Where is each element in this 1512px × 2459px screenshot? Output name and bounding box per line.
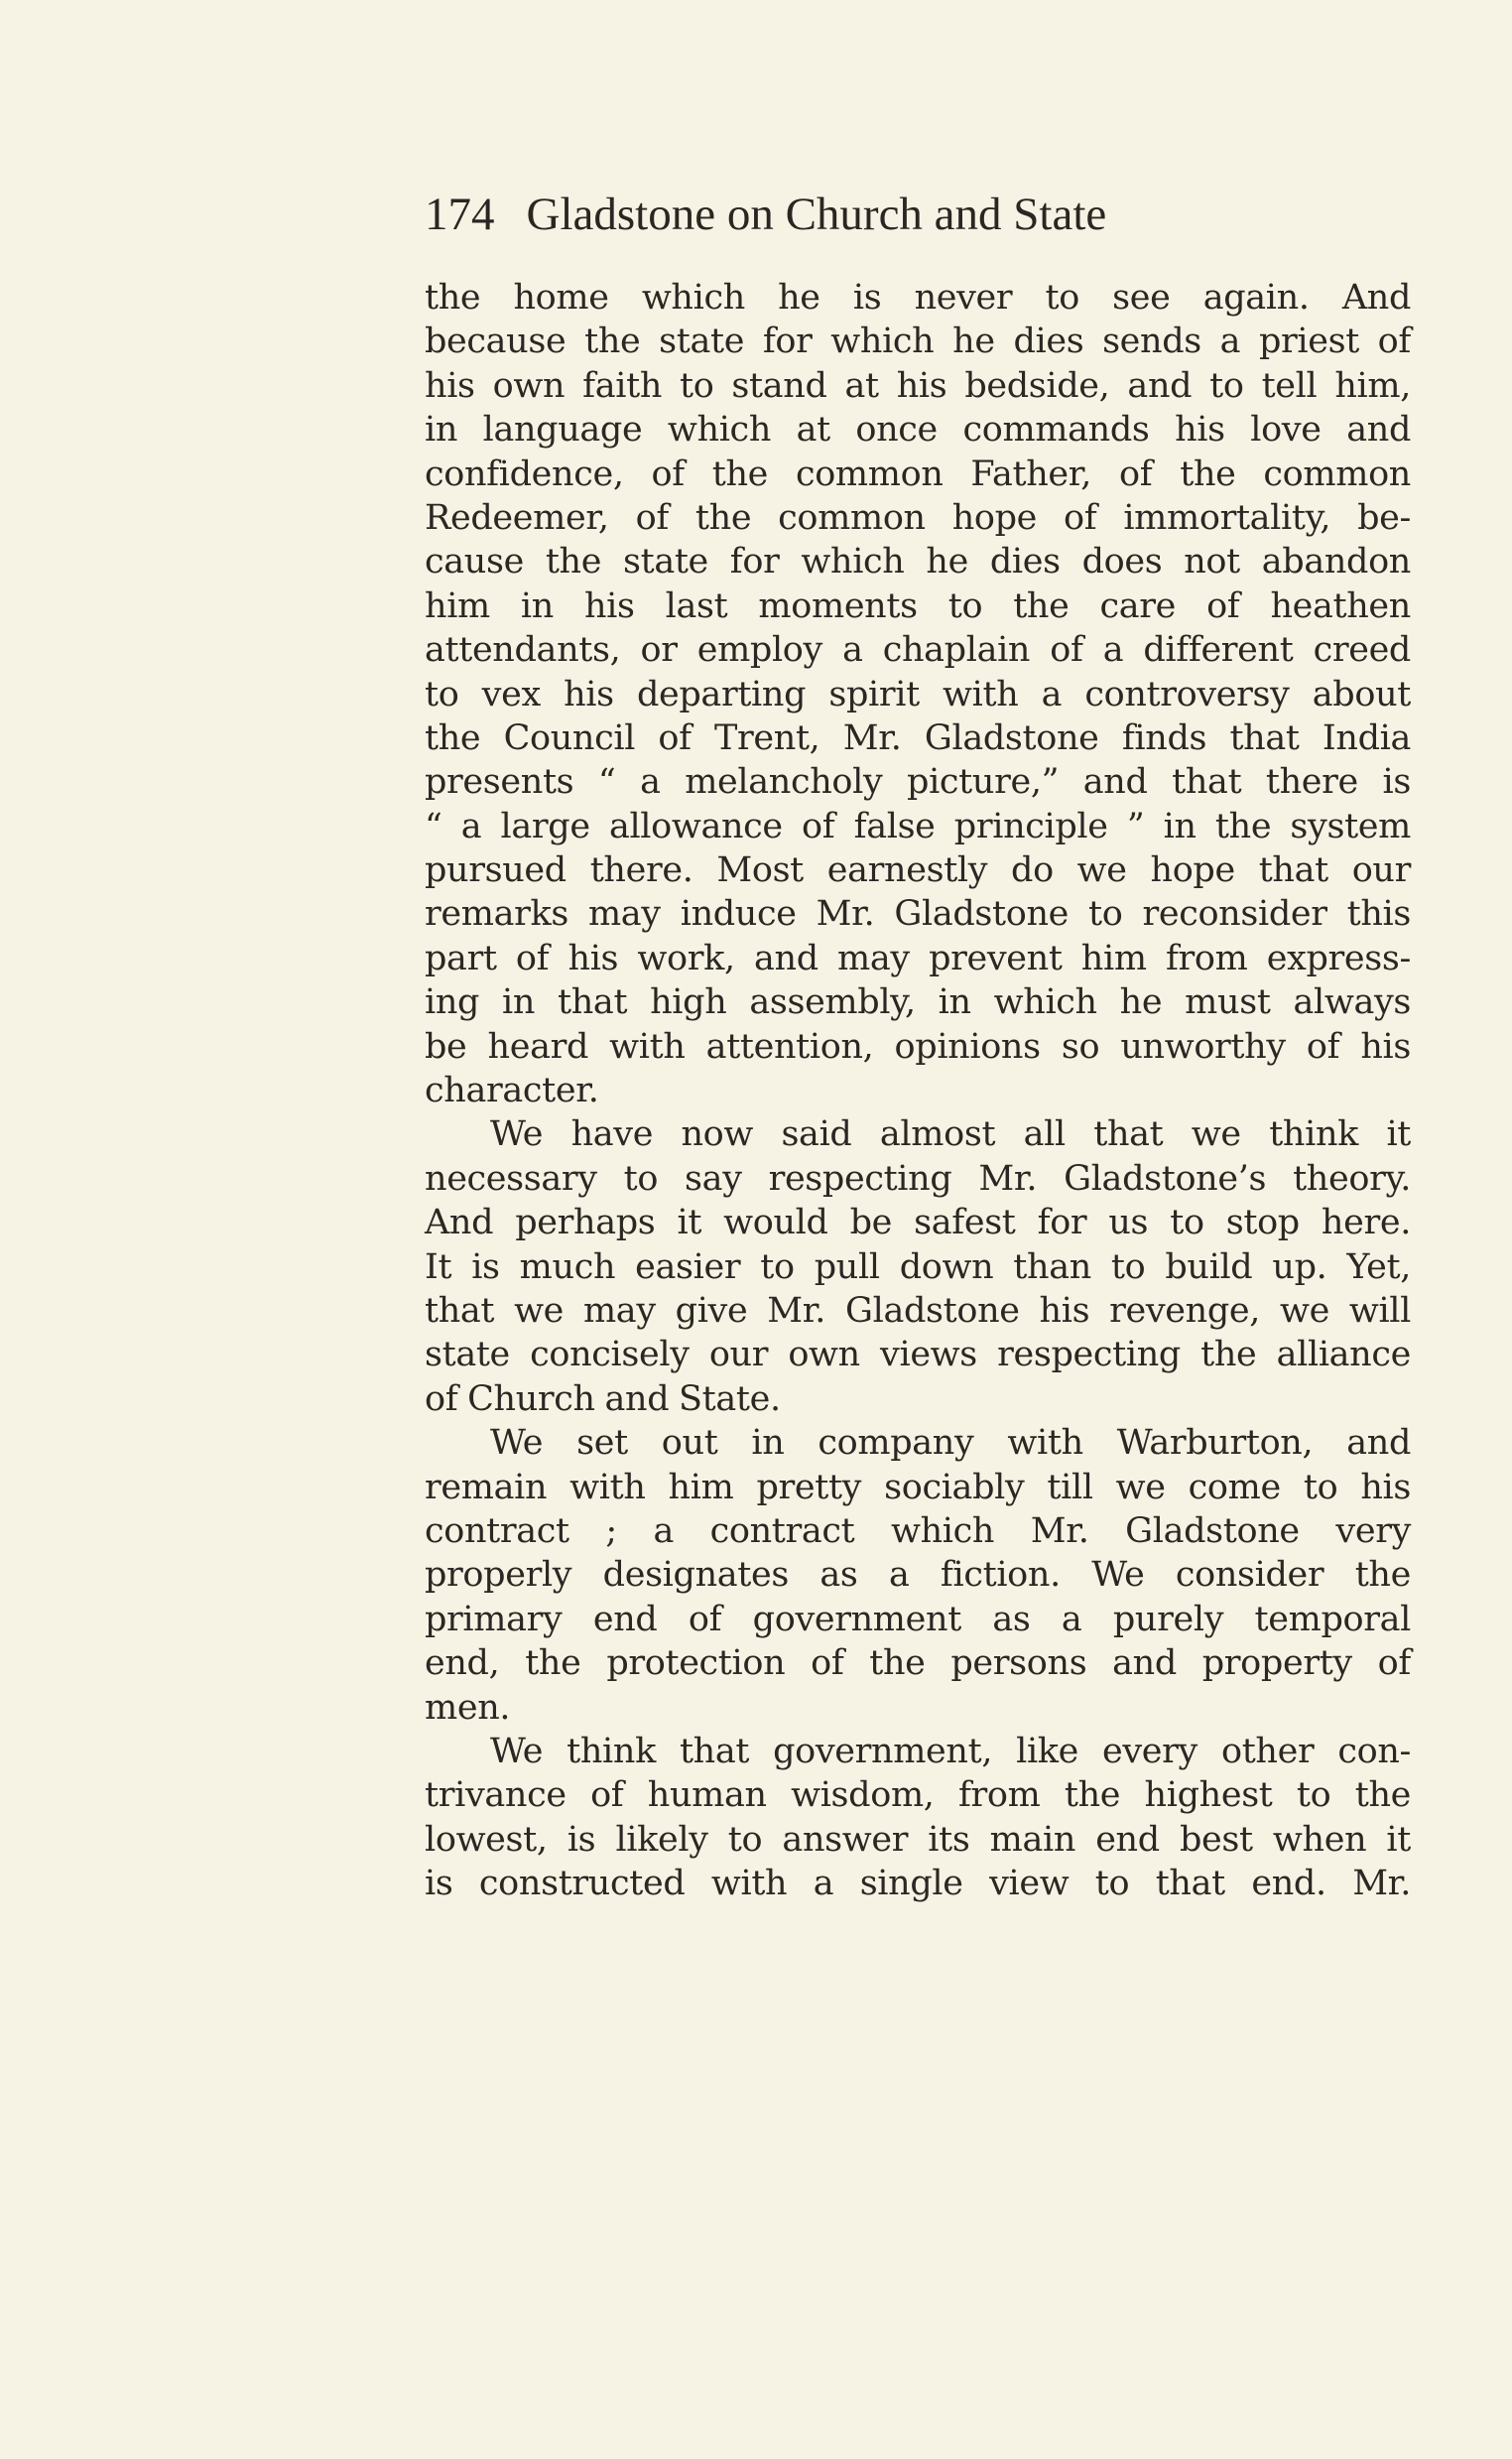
text-line: It is much easier to pull down than to build up. Yet, <box>425 1246 1411 1287</box>
paragraph-first-line: We have now said almost all that we think it <box>490 1114 1411 1155</box>
text-line: character. <box>425 1071 599 1111</box>
text-line: the home which he is never to see again. And <box>425 278 1411 318</box>
running-head <box>425 185 1407 244</box>
text-line: primary end of government as a purely temporal <box>425 1599 1411 1639</box>
text-line: contract ; a contract which Mr. Gladstone very <box>425 1510 1411 1551</box>
text-line: to vex his departing spirit with a controversy about <box>425 674 1411 714</box>
running-title: Gladstone on Church and State <box>526 189 1107 240</box>
text-line: ing in that high assembly, in which he must always <box>425 982 1411 1023</box>
text-line: remarks may induce Mr. Gladstone to reconsider this <box>425 894 1411 935</box>
text-line: him in his last moments to the care of heathen <box>425 585 1411 626</box>
text-line: lowest, is likely to answer its main end best when it <box>425 1819 1411 1860</box>
text-line: “ a large allowance of false principle ” in the system <box>425 806 1411 846</box>
text-line: attendants, or employ a chaplain of a different creed <box>425 630 1411 671</box>
text-line: end, the protection of the persons and property of <box>425 1643 1411 1684</box>
text-line: that we may give Mr. Gladstone his revenge, we will <box>425 1290 1411 1331</box>
text-line: remain with him pretty sociably till we come to his <box>425 1467 1411 1507</box>
text-line: in language which at once commands his love and <box>425 410 1411 451</box>
text-line: trivance of human wisdom, from the highest to the <box>425 1775 1411 1816</box>
text-line: his own faith to stand at his bedside, and to tell him, <box>425 365 1411 406</box>
text-line: necessary to say respecting Mr. Gladstone’s theory. <box>425 1158 1411 1199</box>
page-number: 174 <box>425 189 495 240</box>
text-line: because the state for which he dies sends a priest of <box>425 322 1411 362</box>
text-line: Redeemer, of the common hope of immortality, be- <box>425 497 1411 538</box>
text-line: confidence, of the common Father, of the common <box>425 453 1411 494</box>
text-line: of Church and State. <box>425 1378 781 1419</box>
text-line: be heard with attention, opinions so unworthy of his <box>425 1026 1411 1067</box>
text-line: state concisely our own views respecting the alliance <box>425 1335 1411 1375</box>
text-line: pursued there. Most earnestly do we hope that our <box>425 850 1411 891</box>
text-line: men. <box>425 1687 511 1728</box>
paragraph-first-line: We set out in company with Warburton, and <box>490 1423 1411 1464</box>
text-line: the Council of Trent, Mr. Gladstone finds that India <box>425 717 1411 758</box>
text-line: properly designates as a fiction. We consider the <box>425 1555 1411 1596</box>
paragraph-first-line: We think that government, like every other con- <box>490 1731 1411 1771</box>
text-line: is constructed with a single view to that end. Mr. <box>425 1864 1411 1904</box>
text-line: And perhaps it would be safest for us to stop here. <box>425 1203 1411 1243</box>
text-line: presents “ a melancholy picture,” and that there is <box>425 762 1411 803</box>
body-text <box>425 276 1411 1905</box>
text-line: cause the state for which he dies does not abandon <box>425 542 1411 582</box>
text-line: part of his work, and may prevent him from express- <box>425 938 1411 978</box>
